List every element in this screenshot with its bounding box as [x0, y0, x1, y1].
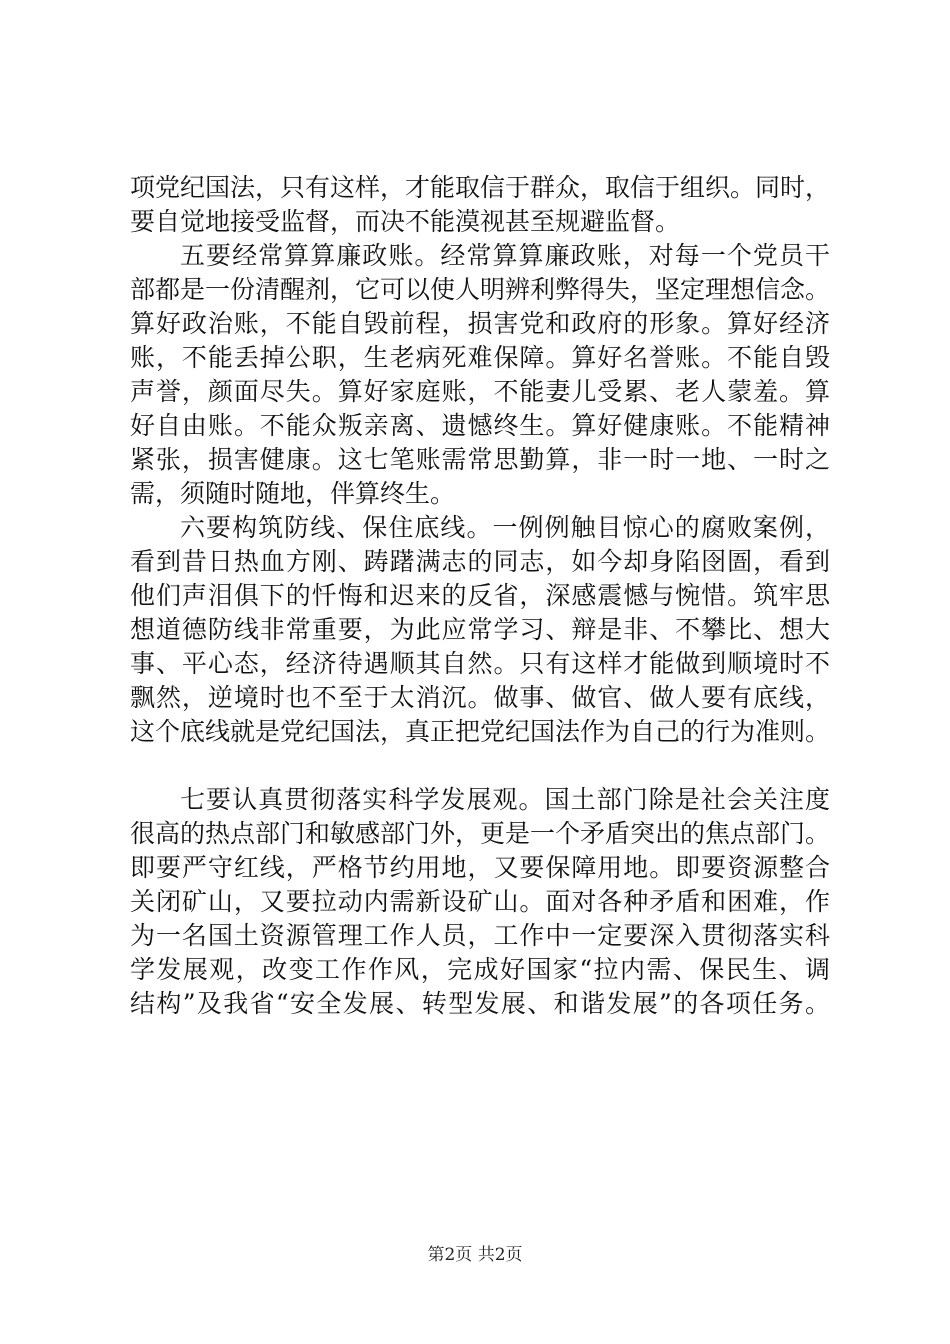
text-line: 事、平心态，经济待遇顺其自然。只有这样才能做到顺境时不: [130, 649, 830, 678]
text-line: 即要严守红线，严格节约用地，又要保障用地。即要资源整合: [130, 853, 830, 882]
text-line: 项党纪国法，只有这样，才能取信于群众，取信于组织。同时，: [130, 173, 831, 202]
page-footer: [0, 1244, 950, 1266]
text-line: 看到昔日热血方刚、踌躇满志的同志，如今却身陷囹圄，看到: [130, 547, 830, 576]
text-line: 很高的热点部门和敏感部门外，更是一个矛盾突出的焦点部门。: [130, 819, 831, 848]
paragraph-five: [130, 239, 830, 511]
text-line: 要自觉地接受监督，而决不能漠视甚至规避监督。: [130, 207, 681, 236]
text-line: 结构”及我省“安全发展、转型发展、和谐发展”的各项任务。: [130, 989, 830, 1018]
paragraph-seven: [130, 783, 830, 1021]
paragraph-six: [130, 511, 830, 749]
text-line: 账，不能丢掉公职，生老病死难保障。算好名誉账。不能自毁: [130, 343, 830, 372]
paragraph-continued: [130, 171, 830, 239]
paragraph-spacer: [130, 749, 830, 783]
text-line: 学发展观，改变工作作风，完成好国家“拉内需、保民生、调: [130, 955, 830, 984]
text-line: 关闭矿山，又要拉动内需新设矿山。面对各种矛盾和困难，作: [130, 887, 830, 916]
text-line: 算好政治账，不能自毁前程，损害党和政府的形象。算好经济: [130, 309, 830, 338]
text-line: 部都是一份清醒剂，它可以使人明辨利弊得失，坚定理想信念。: [130, 275, 831, 304]
text-line: 紧张，损害健康。这七笔账需常思勤算，非一时一地、一时之: [130, 445, 830, 474]
document-body: [130, 171, 830, 1021]
text-line: 七要认真贯彻落实科学发展观。国土部门除是社会关注度: [180, 785, 830, 814]
text-line: 他们声泪俱下的忏悔和迟来的反省，深感震憾与惋惜。筑牢思: [130, 581, 830, 610]
page-number-label: 第2页 共2页: [427, 1245, 523, 1265]
text-line: 好自由账。不能众叛亲离、遗憾终生。算好健康账。不能精神: [130, 411, 830, 440]
text-line: 六要构筑防线、保住底线。一例例触目惊心的腐败案例，: [180, 513, 830, 542]
text-line: 需，须随时随地，伴算终生。: [130, 479, 456, 508]
text-line: 声誉，颜面尽失。算好家庭账，不能妻儿受累、老人蒙羞。算: [130, 377, 830, 406]
text-line: 五要经常算算廉政账。经常算算廉政账，对每一个党员干: [180, 241, 830, 270]
text-line: 想道德防线非常重要，为此应常学习、辩是非、不攀比、想大: [130, 615, 830, 644]
text-line: 这个底线就是党纪国法，真正把党纪国法作为自己的行为准则。: [130, 717, 831, 746]
text-line: 为一名国土资源管理工作人员，工作中一定要深入贯彻落实科: [130, 921, 830, 950]
text-line: 飘然，逆境时也不至于太消沉。做事、做官、做人要有底线，: [130, 683, 830, 712]
